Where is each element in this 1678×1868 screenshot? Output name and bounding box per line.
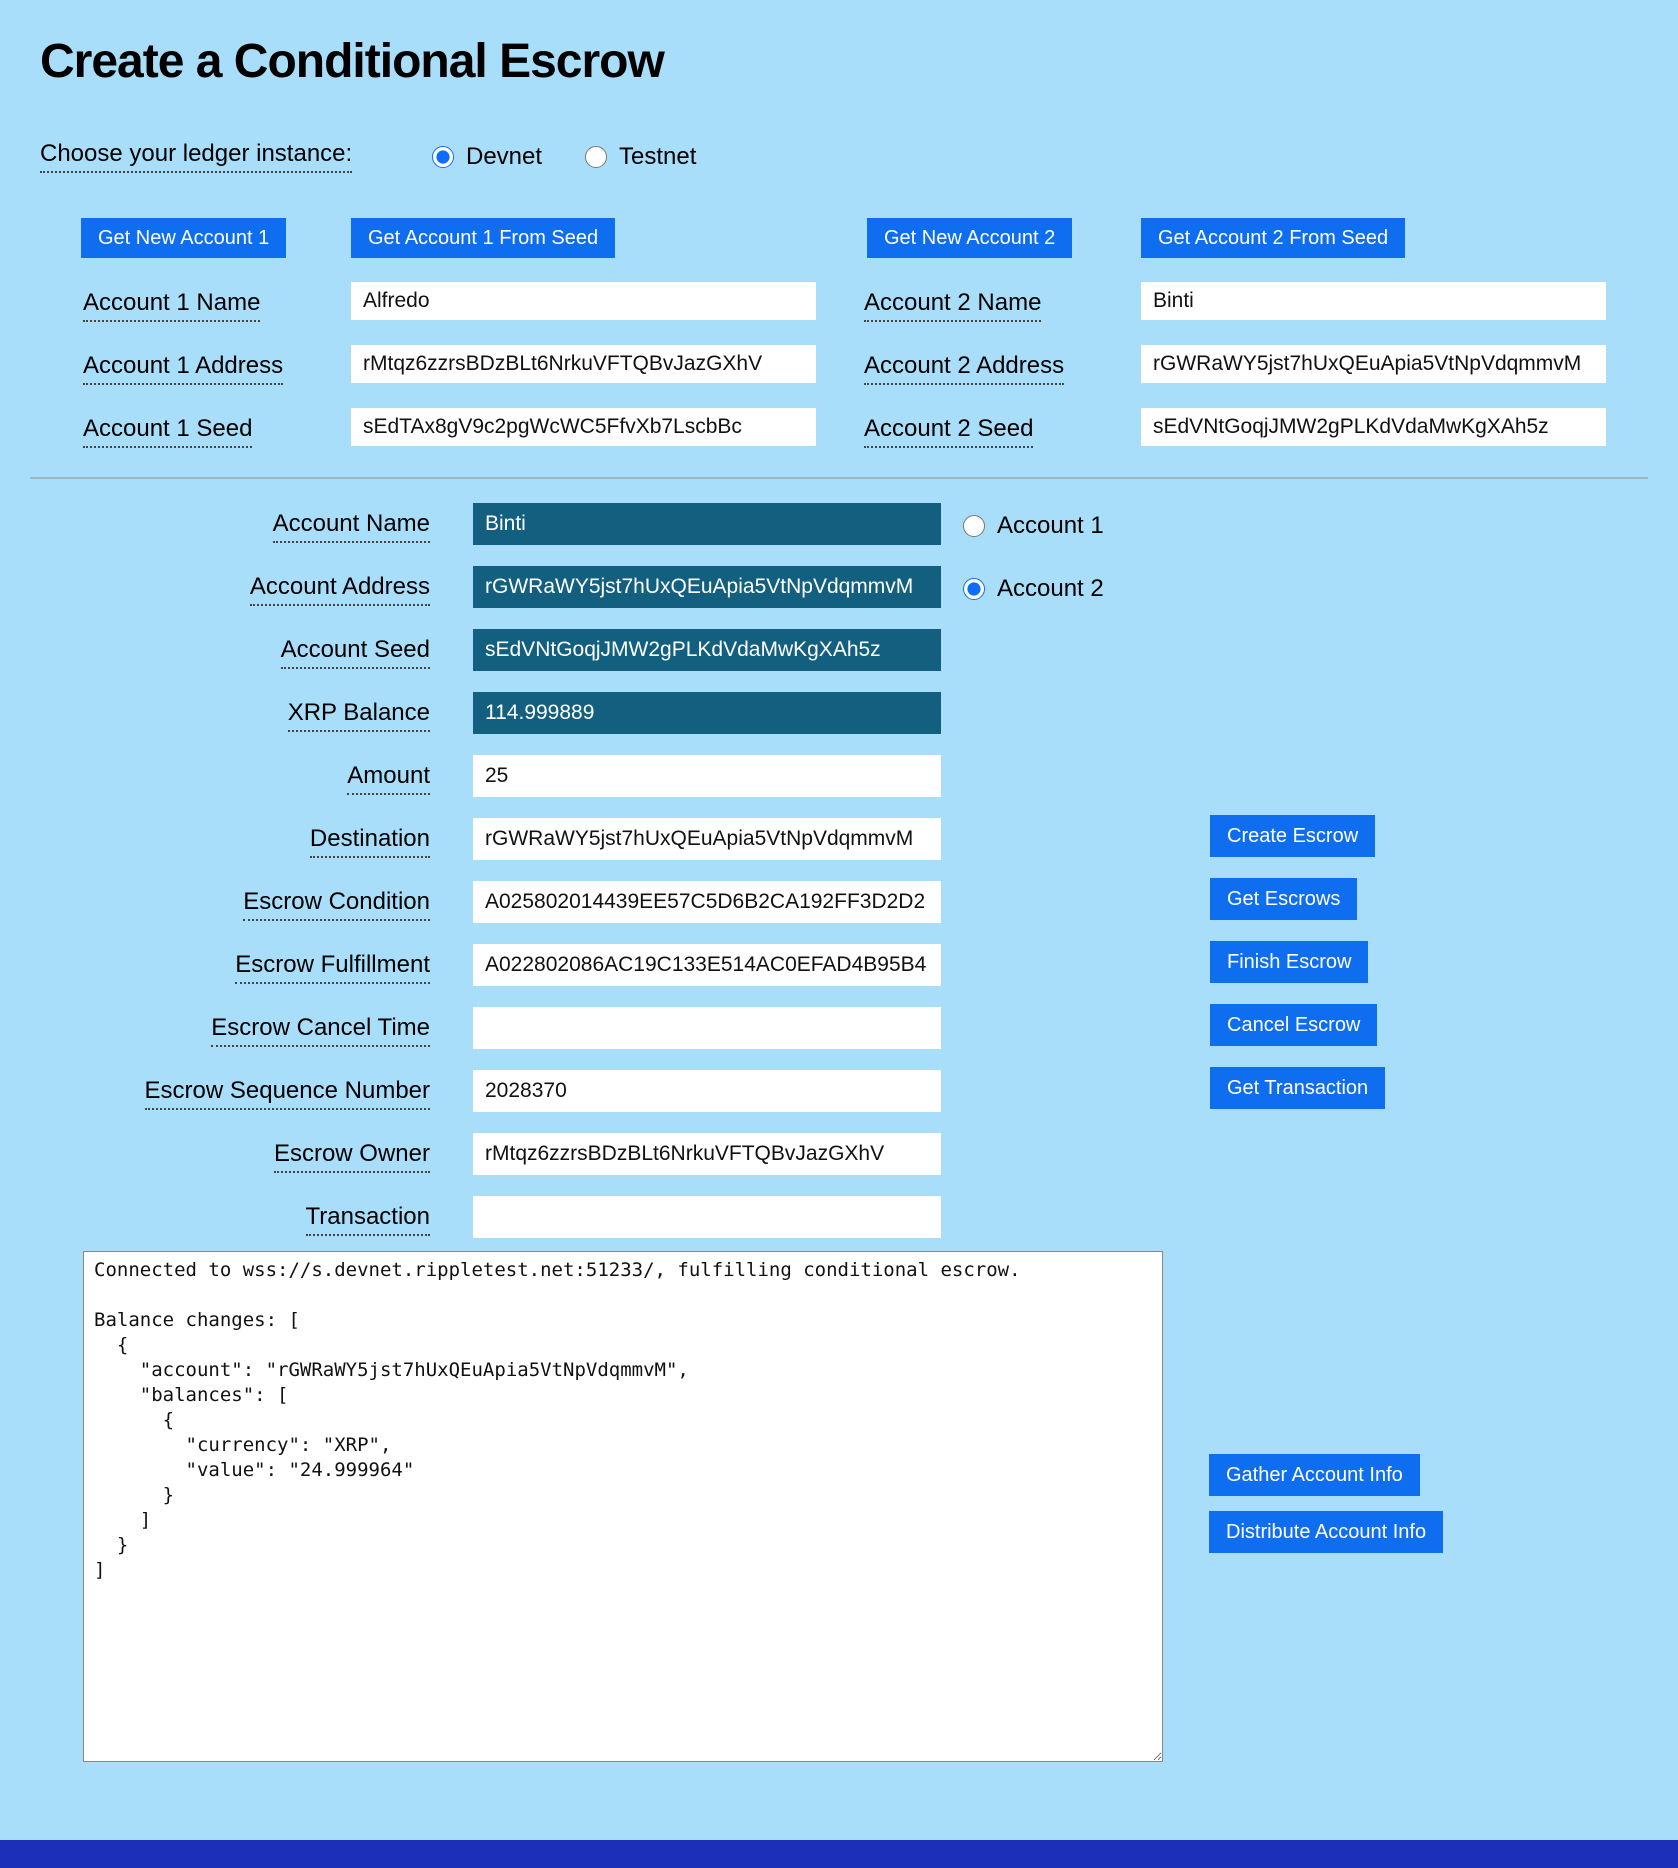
section-divider xyxy=(30,477,1648,479)
devnet-radio-input[interactable] xyxy=(432,146,454,168)
account-1-seed-input[interactable] xyxy=(351,408,816,446)
account-address-field[interactable] xyxy=(473,566,941,608)
amount-input[interactable] xyxy=(473,755,941,797)
finish-escrow-button[interactable]: Finish Escrow xyxy=(1210,941,1368,983)
account-1-name-input[interactable] xyxy=(351,282,816,320)
results-textarea[interactable] xyxy=(83,1251,1163,1762)
escrow-owner-input[interactable] xyxy=(473,1133,941,1175)
get-new-account-2-button[interactable]: Get New Account 2 xyxy=(867,218,1072,258)
escrow-sequence-number-input[interactable] xyxy=(473,1070,941,1112)
account-2-seed-label: Account 2 Seed xyxy=(864,415,1033,448)
escrow-condition-input[interactable] xyxy=(473,881,941,923)
account-2-address-label: Account 2 Address xyxy=(864,352,1064,385)
get-escrows-button[interactable]: Get Escrows xyxy=(1210,878,1357,920)
escrow-cancel-time-label: Escrow Cancel Time xyxy=(211,1014,430,1047)
account-1-radio-input[interactable] xyxy=(963,515,985,537)
page-title: Create a Conditional Escrow xyxy=(40,35,664,88)
distribute-account-info-button[interactable]: Distribute Account Info xyxy=(1209,1511,1443,1553)
account-2-seed-input[interactable] xyxy=(1141,408,1606,446)
get-transaction-button[interactable]: Get Transaction xyxy=(1210,1067,1385,1109)
account-2-radio-label: Account 2 xyxy=(997,575,1104,602)
escrow-sequence-number-label: Escrow Sequence Number xyxy=(145,1077,430,1110)
testnet-radio-label: Testnet xyxy=(619,143,697,170)
amount-label: Amount xyxy=(347,762,430,795)
get-account-1-from-seed-button[interactable]: Get Account 1 From Seed xyxy=(351,218,615,258)
get-new-account-1-button[interactable]: Get New Account 1 xyxy=(81,218,286,258)
account-2-name-label: Account 2 Name xyxy=(864,289,1041,322)
testnet-radio-input[interactable] xyxy=(585,146,607,168)
create-escrow-button[interactable]: Create Escrow xyxy=(1210,815,1375,857)
account-2-radio-input[interactable] xyxy=(963,578,985,600)
transaction-label: Transaction xyxy=(306,1203,431,1236)
escrow-cancel-time-input[interactable] xyxy=(473,1007,941,1049)
transaction-input[interactable] xyxy=(473,1196,941,1238)
account-address-label: Account Address xyxy=(250,573,430,606)
ledger-instance-label: Choose your ledger instance: xyxy=(40,140,352,173)
account-name-label: Account Name xyxy=(273,510,430,543)
account-1-name-label: Account 1 Name xyxy=(83,289,260,322)
escrow-fulfillment-input[interactable] xyxy=(473,944,941,986)
gather-account-info-button[interactable]: Gather Account Info xyxy=(1209,1454,1420,1496)
account-seed-field[interactable] xyxy=(473,629,941,671)
ledger-radio-testnet[interactable] xyxy=(585,143,696,171)
destination-label: Destination xyxy=(310,825,430,858)
account-1-address-input[interactable] xyxy=(351,345,816,383)
account-name-field[interactable] xyxy=(473,503,941,545)
account-2-address-input[interactable] xyxy=(1141,345,1606,383)
cancel-escrow-button[interactable]: Cancel Escrow xyxy=(1210,1004,1377,1046)
account-2-name-input[interactable] xyxy=(1141,282,1606,320)
account-seed-label: Account Seed xyxy=(281,636,430,669)
account-1-address-label: Account 1 Address xyxy=(83,352,283,385)
ledger-radio-devnet[interactable] xyxy=(432,143,542,171)
footer-bar xyxy=(0,1840,1678,1868)
destination-input[interactable] xyxy=(473,818,941,860)
account-1-radio-label: Account 1 xyxy=(997,512,1104,539)
account-1-seed-label: Account 1 Seed xyxy=(83,415,252,448)
devnet-radio-label: Devnet xyxy=(466,143,543,170)
account-1-radio[interactable] xyxy=(963,512,1104,540)
xrp-balance-field[interactable] xyxy=(473,692,941,734)
escrow-fulfillment-label: Escrow Fulfillment xyxy=(235,951,430,984)
get-account-2-from-seed-button[interactable]: Get Account 2 From Seed xyxy=(1141,218,1405,258)
account-2-radio[interactable] xyxy=(963,575,1104,603)
escrow-owner-label: Escrow Owner xyxy=(274,1140,430,1173)
escrow-condition-label: Escrow Condition xyxy=(243,888,430,921)
xrp-balance-label: XRP Balance xyxy=(288,699,430,732)
